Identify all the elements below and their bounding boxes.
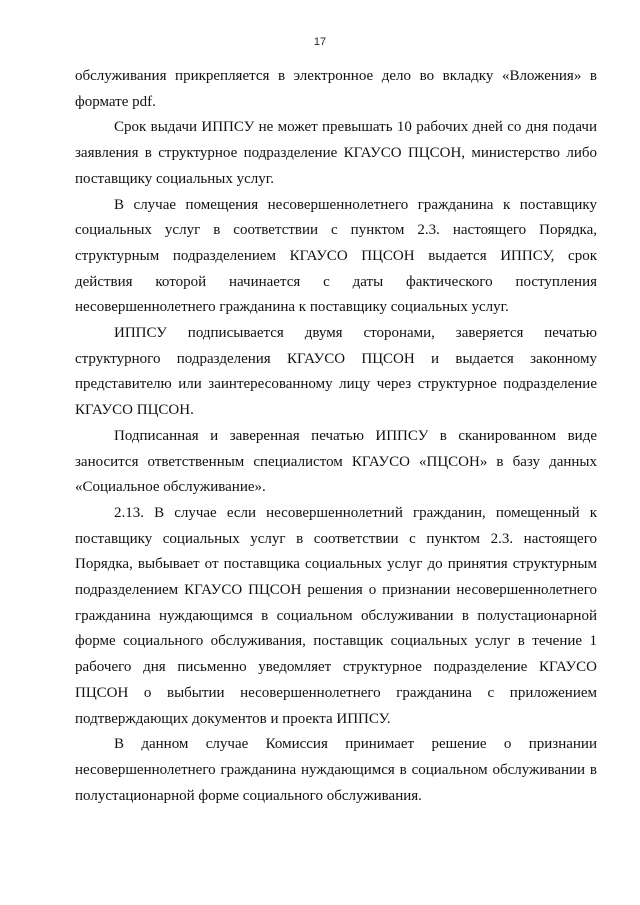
paragraph-signing: ИППСУ подписывается двумя сторонами, заверяется печатью структурного подразделения КГАУСО ПЦСОН и выдается законному представителю или заинтересованному лицу через структурное подразделение КГАУСО ПЦСОН. (75, 325, 597, 419)
paragraph-database-entry: Подписанная и заверенная печатью ИППСУ в сканированном виде заносится ответственным специалистом КГАУСО «ПЦСОН» в базу данных «Социальное обслуживание». (75, 427, 597, 496)
paragraph-attachment-format: обслуживания прикрепляется в электронное дело во вкладку «Вложения» в формате pdf. (75, 68, 597, 110)
page-number: 17 (313, 36, 327, 48)
paragraph-section-2-13: 2.13. В случае если несовершеннолетний гражданин, помещенный к поставщику социальных услуг в соответствии с пунктом 2.3. настоящего Порядка, выбывает от поставщика социальных услуг до принятия структурным подразделением КГАУСО ПЦСОН решения о признании несовершеннолетнего гражданина нуждающимся в социальном обслуживании в полустационарной форме социального обслуживания, поставщик социальных услуг в течение 1 рабочего дня письменно уведомляет структурное подразделение КГАУСО ПЦСОН о выбытии несовершеннолетнего гражданина с приложением подтверждающих документов и проекта ИППСУ. (75, 504, 597, 727)
paragraph-minor-placement: В случае помещения несовершеннолетнего гражданина к поставщику социальных услуг в соответствии с пунктом 2.3. настоящего Порядка, структурным подразделением КГАУСО ПЦСОН выдается ИППСУ, срок действия которой начинается с даты фактического поступления несовершеннолетнего гражданина к поставщику социальных услуг. (75, 196, 597, 316)
document-body (75, 64, 597, 809)
paragraph-commission-decision: В данном случае Комиссия принимает решение о признании несовершеннолетнего гражданина нуждающимся в социальном обслуживании в полустационарной форме социального обслуживания. (75, 736, 597, 804)
paragraph-issue-deadline: Срок выдачи ИППСУ не может превышать 10 рабочих дней со дня подачи заявления в структурное подразделение КГАУСО ПЦСОН, министерство либо поставщику социальных услуг. (75, 119, 597, 187)
